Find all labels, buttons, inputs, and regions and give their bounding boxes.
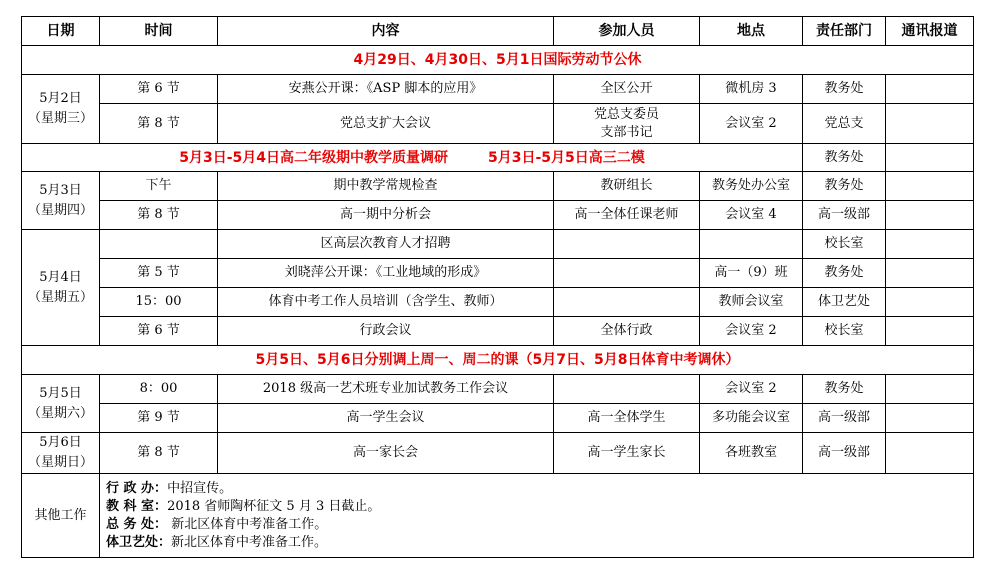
place-cell: 高一（9）班: [700, 259, 803, 288]
date-cell-may2: [22, 75, 100, 144]
date-label: 5月2日: [39, 91, 82, 106]
place-cell: 微机房 3: [700, 75, 803, 104]
place-cell: 教师会议室: [700, 288, 803, 317]
banner-row-exams: [22, 144, 974, 172]
other-work-text: 新北区体育中考准备工作。: [167, 516, 328, 532]
participants-cell: [554, 288, 700, 317]
content-cell: 体育中考工作人员培训（含学生、教师）: [218, 288, 554, 317]
report-cell: [886, 201, 974, 230]
other-work-content: [100, 474, 974, 558]
content-cell: 安燕公开课：《ASP 脚本的应用》: [218, 75, 554, 104]
dept-cell: 校长室: [803, 317, 886, 346]
date-cell-may3: [22, 172, 100, 230]
other-work-label: 其他工作: [22, 474, 100, 558]
place-cell: [700, 230, 803, 259]
banner-exams-grade2: 5月3日-5月4日高二年级期中教学质量调研: [179, 149, 448, 166]
content-cell: 刘晓萍公开课：《工业地域的形成》: [218, 259, 554, 288]
table-row: [22, 75, 974, 104]
other-work-item: [106, 534, 971, 552]
other-work-item: [106, 516, 971, 534]
dept-cell: 教务处: [803, 75, 886, 104]
weekday-label: （星期六）: [27, 405, 93, 421]
place-cell: 会议室 4: [700, 201, 803, 230]
time-cell: 第 6 节: [100, 317, 218, 346]
other-work-item: [106, 480, 971, 498]
place-cell: 各班教室: [700, 433, 803, 474]
content-cell: 期中教学常规检查: [218, 172, 554, 201]
dept-cell: 教务处: [803, 144, 886, 172]
weekday-label: （星期五）: [27, 289, 93, 305]
weekday-label: （星期三）: [27, 111, 93, 126]
date-cell-may5: [22, 375, 100, 433]
other-work-text: 新北区体育中考准备工作。: [171, 534, 328, 550]
place-cell: 多功能会议室: [700, 404, 803, 433]
banner-row-makeup: [22, 346, 974, 375]
participants-cell: 高一全体学生: [554, 404, 700, 433]
participants-cell: 全区公开: [554, 75, 700, 104]
participants-cell: [554, 375, 700, 404]
participants-cell: 教研组长: [554, 172, 700, 201]
dept-cell: 高一级部: [803, 201, 886, 230]
table-row: [22, 404, 974, 433]
content-cell: 高一期中分析会: [218, 201, 554, 230]
content-cell: 高一学生会议: [218, 404, 554, 433]
header-report: 通讯报道: [886, 17, 974, 46]
table-row: [22, 288, 974, 317]
time-cell: 15：00: [100, 288, 218, 317]
report-cell: [886, 259, 974, 288]
content-cell: 行政会议: [218, 317, 554, 346]
participants-cell: [554, 104, 700, 144]
table-row: [22, 230, 974, 259]
content-cell: 2018 级高一艺术班专业加试教务工作会议: [218, 375, 554, 404]
participants-line: 党总支委员: [593, 106, 659, 122]
date-label: 5月4日: [39, 269, 82, 285]
content-cell: 高一家长会: [218, 433, 554, 474]
table-row: [22, 375, 974, 404]
report-cell: [886, 404, 974, 433]
dept-cell: 教务处: [803, 259, 886, 288]
other-work-dept: 教 科 室：: [106, 498, 168, 514]
participants-cell: [554, 259, 700, 288]
date-label: 5月5日: [39, 385, 82, 401]
report-cell: [886, 75, 974, 104]
table-row: [22, 259, 974, 288]
other-work-text: 中招宣传。: [167, 480, 233, 496]
place-cell: 教务处办公室: [700, 172, 803, 201]
date-label: 5月3日: [39, 182, 82, 198]
dept-cell: 校长室: [803, 230, 886, 259]
date-cell-may4: [22, 230, 100, 346]
report-cell: [886, 317, 974, 346]
banner-exams-grade3: 5月3日-5月5日高三二模: [488, 149, 645, 166]
header-place: 地点: [700, 17, 803, 46]
weekday-label: （星期日）: [27, 455, 93, 470]
other-work-text: 2018 省师陶杯征文 5 月 3 日截止。: [167, 498, 381, 514]
header-date: 日期: [22, 17, 100, 46]
table-row: [22, 433, 974, 474]
participants-cell: 高一全体任课老师: [554, 201, 700, 230]
participants-cell: [554, 230, 700, 259]
report-cell: [886, 230, 974, 259]
participants-line: 支部书记: [600, 124, 653, 140]
table-row: [22, 201, 974, 230]
time-cell: 第 8 节: [100, 104, 218, 144]
header-dept: 责任部门: [803, 17, 886, 46]
time-cell: 第 9 节: [100, 404, 218, 433]
other-work-row: [22, 474, 974, 558]
participants-cell: 全体行政: [554, 317, 700, 346]
header-participants: 参加人员: [554, 17, 700, 46]
banner-makeup: 5月5日、5月6日分别调上周一、周二的课（5月7日、5月8日体育中考调休）: [22, 346, 974, 375]
dept-cell: 高一级部: [803, 404, 886, 433]
report-cell: [886, 375, 974, 404]
content-cell: 党总支扩大会议: [218, 104, 554, 144]
report-cell: [886, 144, 974, 172]
weekday-label: （星期四）: [27, 202, 93, 218]
time-cell: 8：00: [100, 375, 218, 404]
report-cell: [886, 433, 974, 474]
report-cell: [886, 172, 974, 201]
other-work-item: [106, 498, 971, 516]
table-row: [22, 104, 974, 144]
dept-cell: 高一级部: [803, 433, 886, 474]
banner-exams: [22, 144, 803, 172]
place-cell: 会议室 2: [700, 375, 803, 404]
time-cell: 下午: [100, 172, 218, 201]
report-cell: [886, 288, 974, 317]
place-cell: 会议室 2: [700, 104, 803, 144]
other-work-dept: 总 务 处：: [106, 516, 168, 532]
table-row: [22, 317, 974, 346]
banner-holiday: 4月29日、4月30日、5月1日国际劳动节公休: [22, 46, 974, 75]
dept-cell: 教务处: [803, 375, 886, 404]
header-content: 内容: [218, 17, 554, 46]
other-work-dept: 行 政 办：: [106, 480, 168, 496]
header-row: [22, 17, 974, 46]
date-label: 5月6日: [39, 435, 82, 450]
dept-cell: 教务处: [803, 172, 886, 201]
dept-cell: 体卫艺处: [803, 288, 886, 317]
place-cell: 会议室 2: [700, 317, 803, 346]
time-cell: [100, 230, 218, 259]
content-cell: 区高层次教育人才招聘: [218, 230, 554, 259]
time-cell: 第 5 节: [100, 259, 218, 288]
schedule-table: [21, 16, 974, 558]
participants-cell: 高一学生家长: [554, 433, 700, 474]
other-work-dept: 体卫艺处：: [106, 534, 172, 550]
header-time: 时间: [100, 17, 218, 46]
date-cell-may6: [22, 433, 100, 474]
banner-row-holiday: [22, 46, 974, 75]
dept-cell: 党总支: [803, 104, 886, 144]
time-cell: 第 8 节: [100, 201, 218, 230]
time-cell: 第 6 节: [100, 75, 218, 104]
time-cell: 第 8 节: [100, 433, 218, 474]
report-cell: [886, 104, 974, 144]
table-row: [22, 172, 974, 201]
